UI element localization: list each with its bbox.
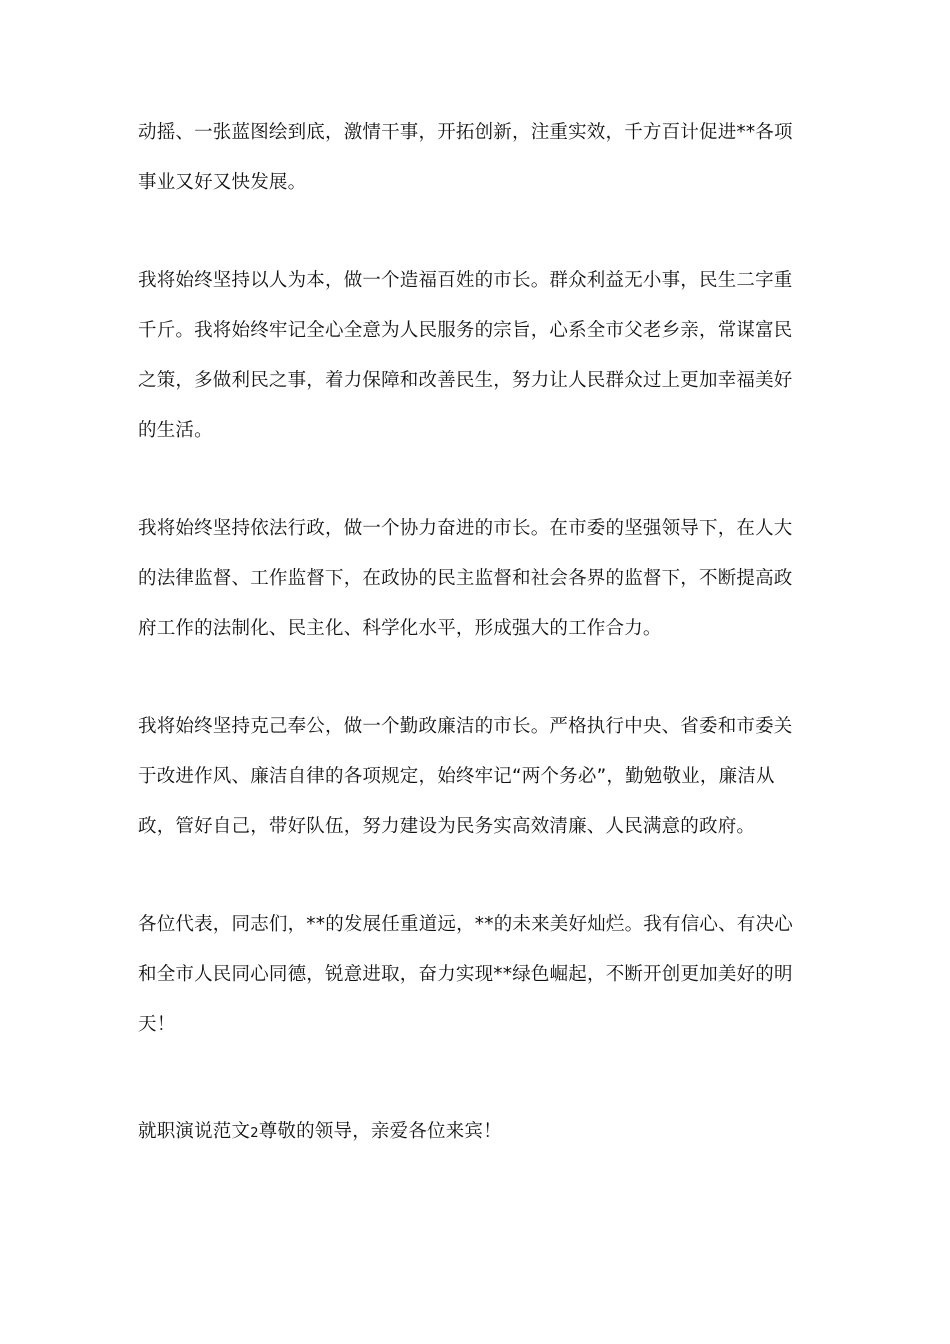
text-line: 我将始终坚持以人为本，做一个造福百姓的市长。群众利益无小事，民生二字重 bbox=[138, 270, 793, 291]
paragraph-3 bbox=[138, 504, 822, 654]
text-line: 的生活。 bbox=[138, 420, 213, 441]
text-line: 的法律监督、工作监督下，在政协的民主监督和社会各界的监督下，不断提高政 bbox=[138, 568, 793, 589]
text-line: 府工作的法制化、民主化、科学化水平，形成强大的工作合力。 bbox=[138, 618, 662, 639]
paragraph-4 bbox=[138, 702, 822, 852]
paragraph-2 bbox=[138, 256, 822, 456]
text-line: 动摇、一张蓝图绘到底，激情干事，开拓创新，注重实效，千方百计促进**各项 bbox=[138, 122, 793, 143]
final-paragraph bbox=[138, 1107, 822, 1157]
text-line: 天！ bbox=[138, 1014, 176, 1035]
final-line bbox=[138, 1107, 822, 1157]
text-line: 于改进作风、廉洁自律的各项规定，始终牢记“两个务必”，勤勉敬业，廉洁从 bbox=[138, 766, 775, 787]
paragraph-1 bbox=[138, 108, 822, 208]
paragraph-5 bbox=[138, 900, 822, 1050]
text-line: 各位代表，同志们，**的发展任重道远，**的未来美好灿烂。我有信心、有决心 bbox=[138, 914, 793, 935]
text-line: 事业又好又快发展。 bbox=[138, 172, 307, 193]
text-line: 我将始终坚持依法行政，做一个协力奋进的市长。在市委的坚强领导下，在人大 bbox=[138, 518, 793, 539]
text-line: 千斤。我将始终牢记全心全意为人民服务的宗旨，心系全市父老乡亲，常谋富民 bbox=[138, 320, 793, 341]
final-line-suffix: 尊敬的领导，亲爱各位来宾！ bbox=[258, 1121, 502, 1142]
text-line: 我将始终坚持克己奉公，做一个勤政廉洁的市长。严格执行中央、省委和市委关 bbox=[138, 716, 793, 737]
text-line: 政，管好自己，带好队伍，努力建设为民务实高效清廉、人民满意的政府。 bbox=[138, 816, 756, 837]
final-line-prefix: 就职演说范文 bbox=[138, 1121, 251, 1142]
final-line-number: 2 bbox=[250, 1126, 259, 1141]
text-line: 之策，多做利民之事，着力保障和改善民生，努力让人民群众过上更加幸福美好 bbox=[138, 370, 793, 391]
text-line: 和全市人民同心同德，锐意进取，奋力实现**绿色崛起，不断开创更加美好的明 bbox=[138, 964, 793, 985]
